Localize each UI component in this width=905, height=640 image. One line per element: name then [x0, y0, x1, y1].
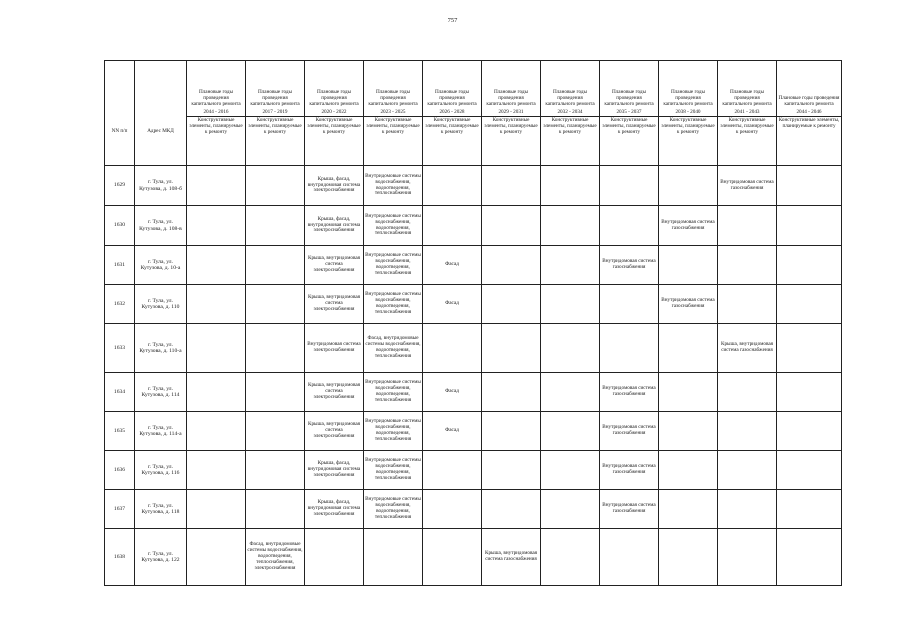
row-number: 1630 — [105, 206, 135, 246]
repair-elements-cell — [600, 324, 659, 373]
repair-elements-cell: Фасад, внутридомовые системы водоснабжения, водоотведения, теплоснабжения, электроснабжения — [246, 529, 305, 586]
repair-elements-cell: Внутридомовая система газоснабжения — [600, 451, 659, 490]
repair-elements-cell — [246, 451, 305, 490]
repair-elements-cell — [423, 166, 482, 206]
repair-elements-cell — [541, 324, 600, 373]
repair-elements-cell — [777, 490, 842, 529]
table-row — [105, 285, 842, 324]
repair-elements-cell — [246, 412, 305, 451]
repair-elements-cell — [718, 490, 777, 529]
header-period: Плановые годы проведения капитального ремонта 2041 - 2043 Конструктивные элементы, планируемые к ремонту — [718, 61, 777, 166]
repair-elements-cell — [659, 490, 718, 529]
repair-elements-cell — [541, 412, 600, 451]
capital-repair-plan-table — [104, 60, 842, 586]
repair-elements-cell — [423, 451, 482, 490]
row-address: г. Тула, ул. Кутузова, д. 108-б — [135, 166, 187, 206]
repair-elements-cell — [246, 285, 305, 324]
repair-elements-cell — [187, 412, 246, 451]
repair-elements-cell — [659, 246, 718, 285]
repair-elements-cell — [718, 412, 777, 451]
repair-elements-cell: Внутридомовые системы водоснабжения, водоотведения, теплоснабжения — [364, 246, 423, 285]
repair-elements-cell — [423, 490, 482, 529]
repair-elements-cell — [718, 246, 777, 285]
header-num: NN п/п — [105, 61, 135, 166]
repair-elements-cell — [246, 490, 305, 529]
header-period: Плановые годы проведения капитального ремонта 2044 - 2016 Конструктивные элементы, планируемые к ремонту — [187, 61, 246, 166]
repair-elements-cell — [777, 529, 842, 586]
header-period: Плановые годы проведения капитального ремонта 2035 - 2037 Конструктивные элементы, планируемые к ремонту — [600, 61, 659, 166]
repair-elements-cell: Фасад — [423, 412, 482, 451]
repair-elements-cell — [659, 324, 718, 373]
repair-elements-cell: Внутридомовая система электроснабжения — [305, 324, 364, 373]
repair-elements-cell: Крыша, фасад, внутридомовая система электроснабжения — [305, 166, 364, 206]
row-address: г. Тула, ул. Кутузова, д. 122 — [135, 529, 187, 586]
repair-elements-cell — [482, 412, 541, 451]
repair-elements-cell — [541, 373, 600, 412]
table-row — [105, 324, 842, 373]
row-address: г. Тула, ул. Кутузова, д. 116 — [135, 451, 187, 490]
repair-elements-cell — [541, 206, 600, 246]
header-period: Плановые годы проведения капитального ремонта 2029 - 2031 Конструктивные элементы, планируемые к ремонту — [482, 61, 541, 166]
row-number: 1631 — [105, 246, 135, 285]
repair-elements-cell — [482, 373, 541, 412]
header-period: Плановые годы проведения капитального ремонта 2032 - 2034 Конструктивные элементы, планируемые к ремонту — [541, 61, 600, 166]
repair-elements-cell — [187, 166, 246, 206]
repair-elements-cell — [659, 166, 718, 206]
repair-elements-cell — [541, 166, 600, 206]
repair-elements-cell: Крыша, внутридомовая система электроснабжения — [305, 373, 364, 412]
repair-elements-cell — [659, 412, 718, 451]
repair-elements-cell: Фасад — [423, 373, 482, 412]
repair-elements-cell: Внутридомовая система газоснабжения — [600, 490, 659, 529]
repair-elements-cell — [777, 412, 842, 451]
row-address: г. Тула, ул. Кутузова, д. 10-а — [135, 246, 187, 285]
header-period: Плановые годы проведения капитального ремонта 2038 - 2040 Конструктивные элементы, планируемые к ремонту — [659, 61, 718, 166]
repair-elements-cell: Внутридомовая система газоснабжения — [659, 206, 718, 246]
repair-elements-cell: Внутридомовые системы водоснабжения, водоотведения, теплоснабжения — [364, 412, 423, 451]
row-number: 1634 — [105, 373, 135, 412]
header-period: Плановые годы проведения капитального ремонта 2017 - 2019 Конструктивные элементы, планируемые к ремонту — [246, 61, 305, 166]
repair-elements-cell: Крыша, внутридомовая система газоснабжения — [718, 324, 777, 373]
repair-elements-cell — [541, 285, 600, 324]
row-number: 1637 — [105, 490, 135, 529]
row-number: 1632 — [105, 285, 135, 324]
repair-elements-cell: Фасад — [423, 285, 482, 324]
repair-elements-cell — [187, 373, 246, 412]
repair-elements-cell — [187, 451, 246, 490]
table-header-row — [105, 61, 842, 166]
table-row — [105, 451, 842, 490]
repair-elements-cell — [423, 206, 482, 246]
repair-elements-cell — [777, 246, 842, 285]
repair-elements-cell — [187, 324, 246, 373]
repair-elements-cell: Внутридомовая система газоснабжения — [659, 285, 718, 324]
repair-elements-cell — [659, 451, 718, 490]
page-number: 757 — [447, 17, 458, 24]
repair-elements-cell: Внутридомовые системы водоснабжения, водоотведения, теплоснабжения — [364, 166, 423, 206]
repair-elements-cell: Крыша, фасад, внутридомовая система электроснабжения — [305, 451, 364, 490]
row-number: 1633 — [105, 324, 135, 373]
row-address: г. Тула, ул. Кутузова, д. 110 — [135, 285, 187, 324]
repair-elements-cell — [482, 490, 541, 529]
row-number: 1638 — [105, 529, 135, 586]
repair-elements-cell: Крыша, внутридомовая система электроснабжения — [305, 285, 364, 324]
repair-elements-cell: Крыша, фасад, внутридомовая система электроснабжения — [305, 206, 364, 246]
repair-elements-cell — [482, 324, 541, 373]
row-number: 1636 — [105, 451, 135, 490]
repair-elements-cell: Внутридомовые системы водоснабжения, водоотведения, теплоснабжения — [364, 285, 423, 324]
repair-elements-cell — [777, 285, 842, 324]
repair-elements-cell — [541, 490, 600, 529]
repair-elements-cell: Внутридомовая система газоснабжения — [600, 373, 659, 412]
table-row — [105, 206, 842, 246]
table-row — [105, 166, 842, 206]
repair-elements-cell — [718, 206, 777, 246]
repair-elements-cell — [600, 166, 659, 206]
repair-elements-cell — [482, 285, 541, 324]
repair-elements-cell — [482, 206, 541, 246]
repair-elements-cell — [777, 166, 842, 206]
row-address: г. Тула, ул. Кутузова, д. 110-а — [135, 324, 187, 373]
repair-elements-cell — [246, 206, 305, 246]
repair-elements-cell — [777, 373, 842, 412]
table-row — [105, 412, 842, 451]
table-row — [105, 373, 842, 412]
repair-elements-cell — [423, 324, 482, 373]
repair-elements-cell — [423, 529, 482, 586]
repair-elements-cell: Внутридомовые системы водоснабжения, водоотведения, теплоснабжения — [364, 490, 423, 529]
repair-elements-cell — [246, 373, 305, 412]
repair-elements-cell: Фасад — [423, 246, 482, 285]
repair-elements-cell — [777, 324, 842, 373]
repair-elements-cell — [482, 166, 541, 206]
repair-elements-cell: Внутридомовые системы водоснабжения, водоотведения, теплоснабжения — [364, 206, 423, 246]
table-row — [105, 246, 842, 285]
repair-elements-cell: Внутридомовые системы водоснабжения, водоотведения, теплоснабжения — [364, 373, 423, 412]
row-number: 1629 — [105, 166, 135, 206]
repair-elements-cell: Внутридомовая система газоснабжения — [600, 246, 659, 285]
repair-elements-cell: Внутридомовая система газоснабжения — [718, 166, 777, 206]
table-row — [105, 490, 842, 529]
repair-elements-cell — [541, 451, 600, 490]
repair-elements-cell: Внутридомовая система газоснабжения — [600, 412, 659, 451]
repair-elements-cell: Крыша, фасад, внутридомовая система электроснабжения — [305, 490, 364, 529]
header-period: Плановые годы проведения капитального ремонта 2044 - 2046 Конструктивные элементы, планируемые к ремонту — [777, 61, 842, 166]
repair-elements-cell — [187, 490, 246, 529]
header-period: Плановые годы проведения капитального ремонта 2020 - 2022 Конструктивные элементы, планируемые к ремонту — [305, 61, 364, 166]
repair-elements-cell — [246, 324, 305, 373]
repair-elements-cell — [187, 285, 246, 324]
repair-elements-cell — [246, 166, 305, 206]
repair-elements-cell — [659, 373, 718, 412]
repair-elements-cell — [364, 529, 423, 586]
repair-elements-cell — [482, 246, 541, 285]
repair-elements-cell — [187, 206, 246, 246]
header-period: Плановые годы проведения капитального ремонта 2026 - 2028 Конструктивные элементы, планируемые к ремонту — [423, 61, 482, 166]
repair-elements-cell — [659, 529, 718, 586]
repair-elements-cell: Внутридомовые системы водоснабжения, водоотведения, теплоснабжения — [364, 451, 423, 490]
repair-elements-cell — [718, 451, 777, 490]
repair-elements-cell — [187, 529, 246, 586]
repair-elements-cell — [718, 529, 777, 586]
table-body — [105, 166, 842, 586]
header-address: Адрес МКД — [135, 61, 187, 166]
header-period: Плановые годы проведения капитального ремонта 2023 - 2025 Конструктивные элементы, планируемые к ремонту — [364, 61, 423, 166]
row-address: г. Тула, ул. Кутузова, д. 114 — [135, 373, 187, 412]
repair-elements-cell — [305, 529, 364, 586]
row-address: г. Тула, ул. Кутузова, д. 108-в — [135, 206, 187, 246]
table-row — [105, 529, 842, 586]
repair-elements-cell — [600, 206, 659, 246]
repair-elements-cell: Крыша, внутридомовая система электроснабжения — [305, 412, 364, 451]
repair-elements-cell — [777, 451, 842, 490]
repair-elements-cell — [187, 246, 246, 285]
repair-elements-cell — [482, 451, 541, 490]
repair-elements-cell: Крыша, внутридомовая система электроснабжения — [305, 246, 364, 285]
row-address: г. Тула, ул. Кутузова, д. 114-а — [135, 412, 187, 451]
repair-elements-cell — [718, 373, 777, 412]
repair-elements-cell — [600, 285, 659, 324]
repair-elements-cell — [541, 246, 600, 285]
row-number: 1635 — [105, 412, 135, 451]
repair-elements-cell: Фасад, внутридомовые системы водоснабжения, водоотведения, теплоснабжения — [364, 324, 423, 373]
repair-elements-cell — [600, 529, 659, 586]
repair-elements-cell: Крыша, внутридомовая система газоснабжения — [482, 529, 541, 586]
repair-elements-cell — [718, 285, 777, 324]
row-address: г. Тула, ул. Кутузова, д. 118 — [135, 490, 187, 529]
repair-elements-cell — [246, 246, 305, 285]
repair-elements-cell — [777, 206, 842, 246]
repair-elements-cell — [541, 529, 600, 586]
